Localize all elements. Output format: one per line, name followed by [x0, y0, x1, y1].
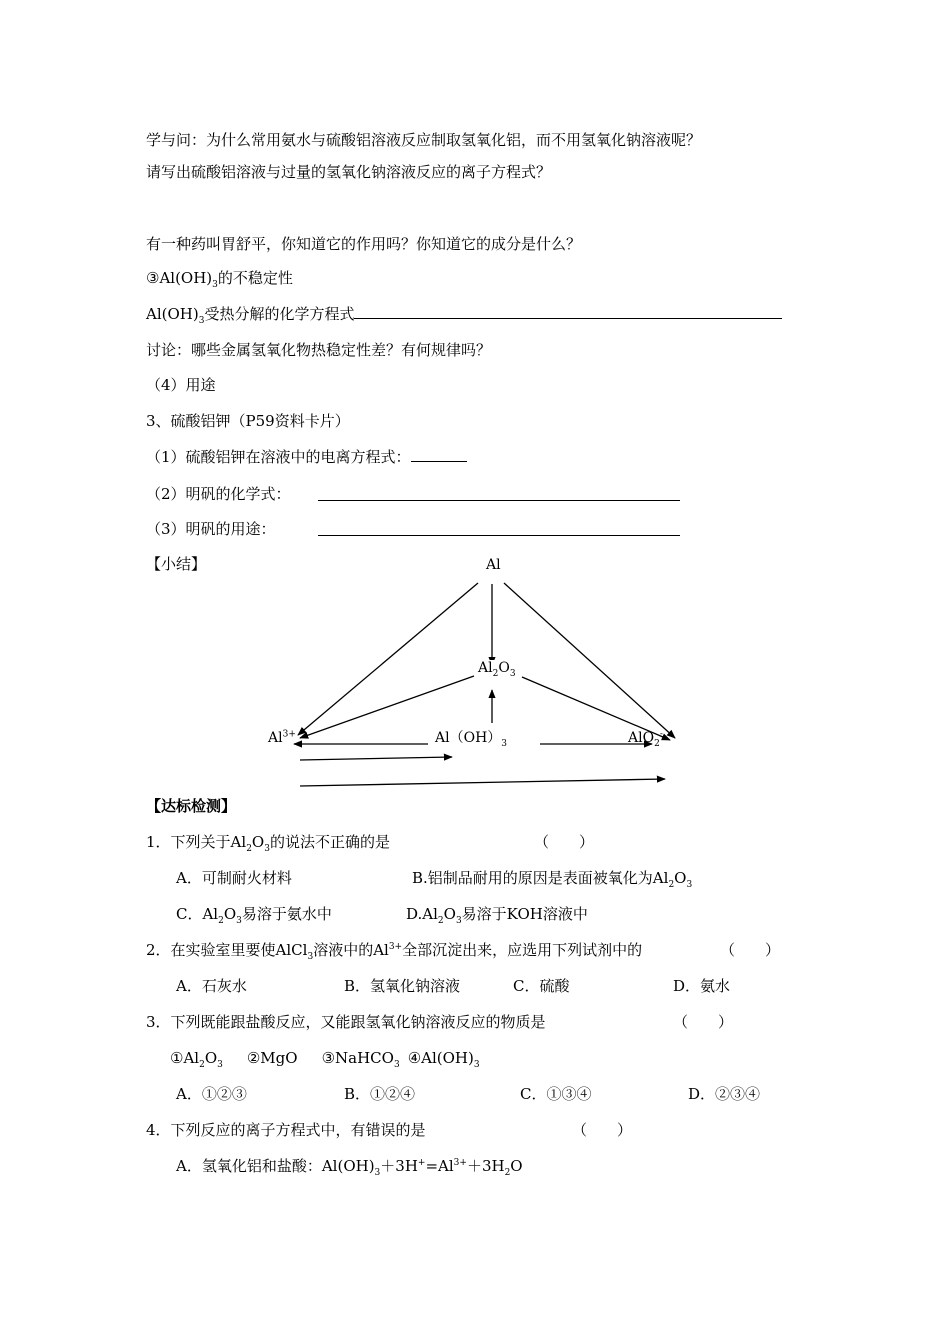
q3-substance-1-sub1: 2	[199, 1060, 205, 1070]
q2-stem-c: 全部沉淀出来，应选用下列试剂中的	[402, 941, 643, 959]
eq-sub: 3	[198, 316, 205, 326]
q3-stem: 3．下列既能跟盐酸反应，又能跟氢氧化钠溶液反应的物质是	[146, 1013, 546, 1031]
q3-answer-paren[interactable]: （ ）	[673, 1013, 734, 1031]
node-aloh3-sub: 3	[501, 738, 508, 749]
discussion-text: 讨论：哪些金属氢氧化物热稳定性差？有何规律吗？	[146, 341, 492, 359]
q4-option-a-c: =Al	[425, 1157, 454, 1175]
q3-option-d[interactable]: D．②③④	[688, 1085, 761, 1103]
question-xueyuwen: 学与问：为什么常用氨水与硫酸铝溶液反应制取氢氧化铝，而不用氢氧化钠溶液呢？	[146, 131, 702, 149]
alum-item-2: （2）明矾的化学式：	[146, 485, 291, 503]
q3-substance-4-sub: 3	[473, 1060, 480, 1070]
q1-option-d-b: O	[443, 905, 456, 923]
q1-option-c-a: C．Al	[176, 905, 219, 923]
question-weishuping: 有一种药叫胃舒平，你知道它的作用吗？你知道它的成分是什么？	[146, 235, 582, 253]
q3-option-a[interactable]: A．①②③	[176, 1085, 247, 1103]
q3-substance-3-sub: 3	[393, 1060, 400, 1070]
q1-option-c[interactable]	[176, 904, 332, 924]
question-ionic-equation: 请写出硫酸铝溶液与过量的氢氧化钠溶液反应的离子方程式？	[146, 163, 552, 181]
q2-option-b[interactable]: B．氢氧化钠溶液	[344, 977, 461, 995]
q3-option-c[interactable]: C．①③④	[520, 1085, 592, 1103]
q1-option-b-b: O	[674, 869, 687, 887]
q1-option-d[interactable]	[406, 904, 588, 924]
test-heading: 【达标检测】	[146, 797, 237, 815]
q1-option-c-sub2: 3	[236, 916, 242, 926]
q1-option-d-sub2: 3	[455, 916, 462, 926]
q4-stem: 4．下列反应的离子方程式中，有错误的是	[146, 1121, 426, 1139]
node-alo2-sup: -	[659, 729, 663, 740]
node-alo2-ion	[628, 729, 663, 749]
instability-heading-suffix: 的不稳定性	[217, 269, 293, 287]
q2-stem-sub: 3	[307, 952, 314, 962]
node-al2o3-a: Al	[478, 660, 493, 676]
q1-option-c-b: O	[223, 905, 237, 923]
arrow-al2o3-to-al3	[300, 676, 474, 738]
q4-answer-paren[interactable]: （ ）	[572, 1121, 633, 1139]
q1-option-b[interactable]	[412, 868, 692, 888]
alum-item-1-text: （1）硫酸铝钾在溶液中的电离方程式：	[146, 448, 411, 466]
q1-option-d-sub1: 2	[437, 916, 444, 926]
q2-answer-paren[interactable]: （ ）	[720, 941, 781, 959]
q1-option-b-a: B.铝制品耐用的原因是表面被氧化为Al	[412, 869, 669, 887]
q1-option-d-a: D.Al	[406, 905, 438, 923]
q4-option-a-sub1: 3	[374, 1168, 381, 1178]
node-al3-sup: 3+	[282, 729, 296, 740]
q1-stem-a: 1．下列关于Al	[146, 833, 247, 851]
q4-option-a-b: ＋3H	[380, 1157, 418, 1175]
instability-heading-prefix: ③Al(OH)	[146, 269, 213, 287]
q2-stem-a: 2．在实验室里要使AlCl	[146, 941, 308, 959]
q3-substance-4: ④Al(OH)	[407, 1049, 474, 1067]
node-al: Al	[486, 557, 501, 573]
alum-item-3: （3）明矾的用途：	[146, 520, 276, 538]
q4-option-a-e: O	[510, 1157, 523, 1175]
q1-stem-sub2: 3	[264, 844, 270, 854]
arrow-al-to-al3	[298, 583, 478, 735]
q4-option-a-sup1: +	[417, 1158, 426, 1168]
eq-suffix: 受热分解的化学方程式	[204, 305, 355, 323]
q2-option-d[interactable]: D．氨水	[673, 977, 731, 995]
q4-option-a-sup2: 3+	[453, 1158, 467, 1168]
instability-heading-sub: 3	[212, 280, 218, 290]
q4-option-a-a: A．氢氧化铝和盐酸：Al(OH)	[176, 1157, 375, 1175]
node-al2o3-sub2: 3	[509, 668, 516, 679]
q4-option-a-d: ＋3H	[466, 1157, 505, 1175]
arrow-al3-to-aloh3	[300, 757, 452, 760]
q1-stem-c: 的说法不正确的是	[269, 833, 390, 851]
q2-option-c[interactable]: C．硫酸	[513, 977, 570, 995]
q3-substance-3: ③NaHCO	[321, 1049, 394, 1067]
q1-option-d-c: 易溶于KOH溶液中	[461, 905, 588, 923]
node-al2o3-b: O	[498, 660, 510, 676]
q4-option-a-sub2: 2	[504, 1168, 511, 1178]
q3-substance-1-sub2: 3	[217, 1060, 223, 1070]
q3-substance-1-a: ①Al	[170, 1049, 200, 1067]
q2-stem-sup: 3+	[388, 942, 403, 952]
arrow-al-to-alo2	[504, 583, 675, 738]
node-alo2-sub: 2	[654, 738, 660, 749]
q4-option-a[interactable]	[176, 1156, 523, 1176]
q1-option-b-sub2: 3	[686, 880, 693, 890]
node-al2o3	[478, 660, 516, 679]
node-al3-base: Al	[268, 730, 283, 746]
q2-stem-b: 溶液中的Al	[313, 941, 389, 959]
q2-stem	[146, 940, 642, 960]
q1-stem-b: O	[251, 833, 265, 851]
q1-answer-paren[interactable]: （ ）	[534, 833, 595, 851]
summary-heading: 【小结】	[146, 555, 207, 573]
arrow-al3-to-alo2	[300, 779, 665, 786]
q2-option-a[interactable]: A．石灰水	[176, 977, 247, 995]
q3-substances	[170, 1048, 480, 1068]
q1-option-c-sub1: 2	[218, 916, 224, 926]
q1-option-a[interactable]: A．可制耐火材料	[176, 869, 292, 887]
q3-substance-2: ②MgO	[246, 1049, 298, 1067]
q3-option-b[interactable]: B．①②④	[344, 1085, 416, 1103]
eq-prefix: Al(OH)	[146, 305, 199, 323]
alum-title: 3、硫酸铝钾（P59资料卡片）	[146, 412, 350, 430]
node-al3-ion	[268, 730, 296, 746]
q1-option-b-sub1: 2	[668, 880, 675, 890]
q1-stem-sub1: 2	[246, 844, 252, 854]
node-al2o3-sub1: 2	[492, 668, 499, 679]
node-aloh3-a: Al（OH）	[435, 730, 502, 746]
q3-substance-1-b: O	[204, 1049, 218, 1067]
node-alo2-a: AlO	[628, 730, 655, 746]
uses-heading: （4）用途	[146, 376, 216, 394]
node-aloh3	[435, 730, 508, 749]
q1-option-c-c: 易溶于氨水中	[241, 905, 332, 923]
q1-stem	[146, 832, 390, 852]
